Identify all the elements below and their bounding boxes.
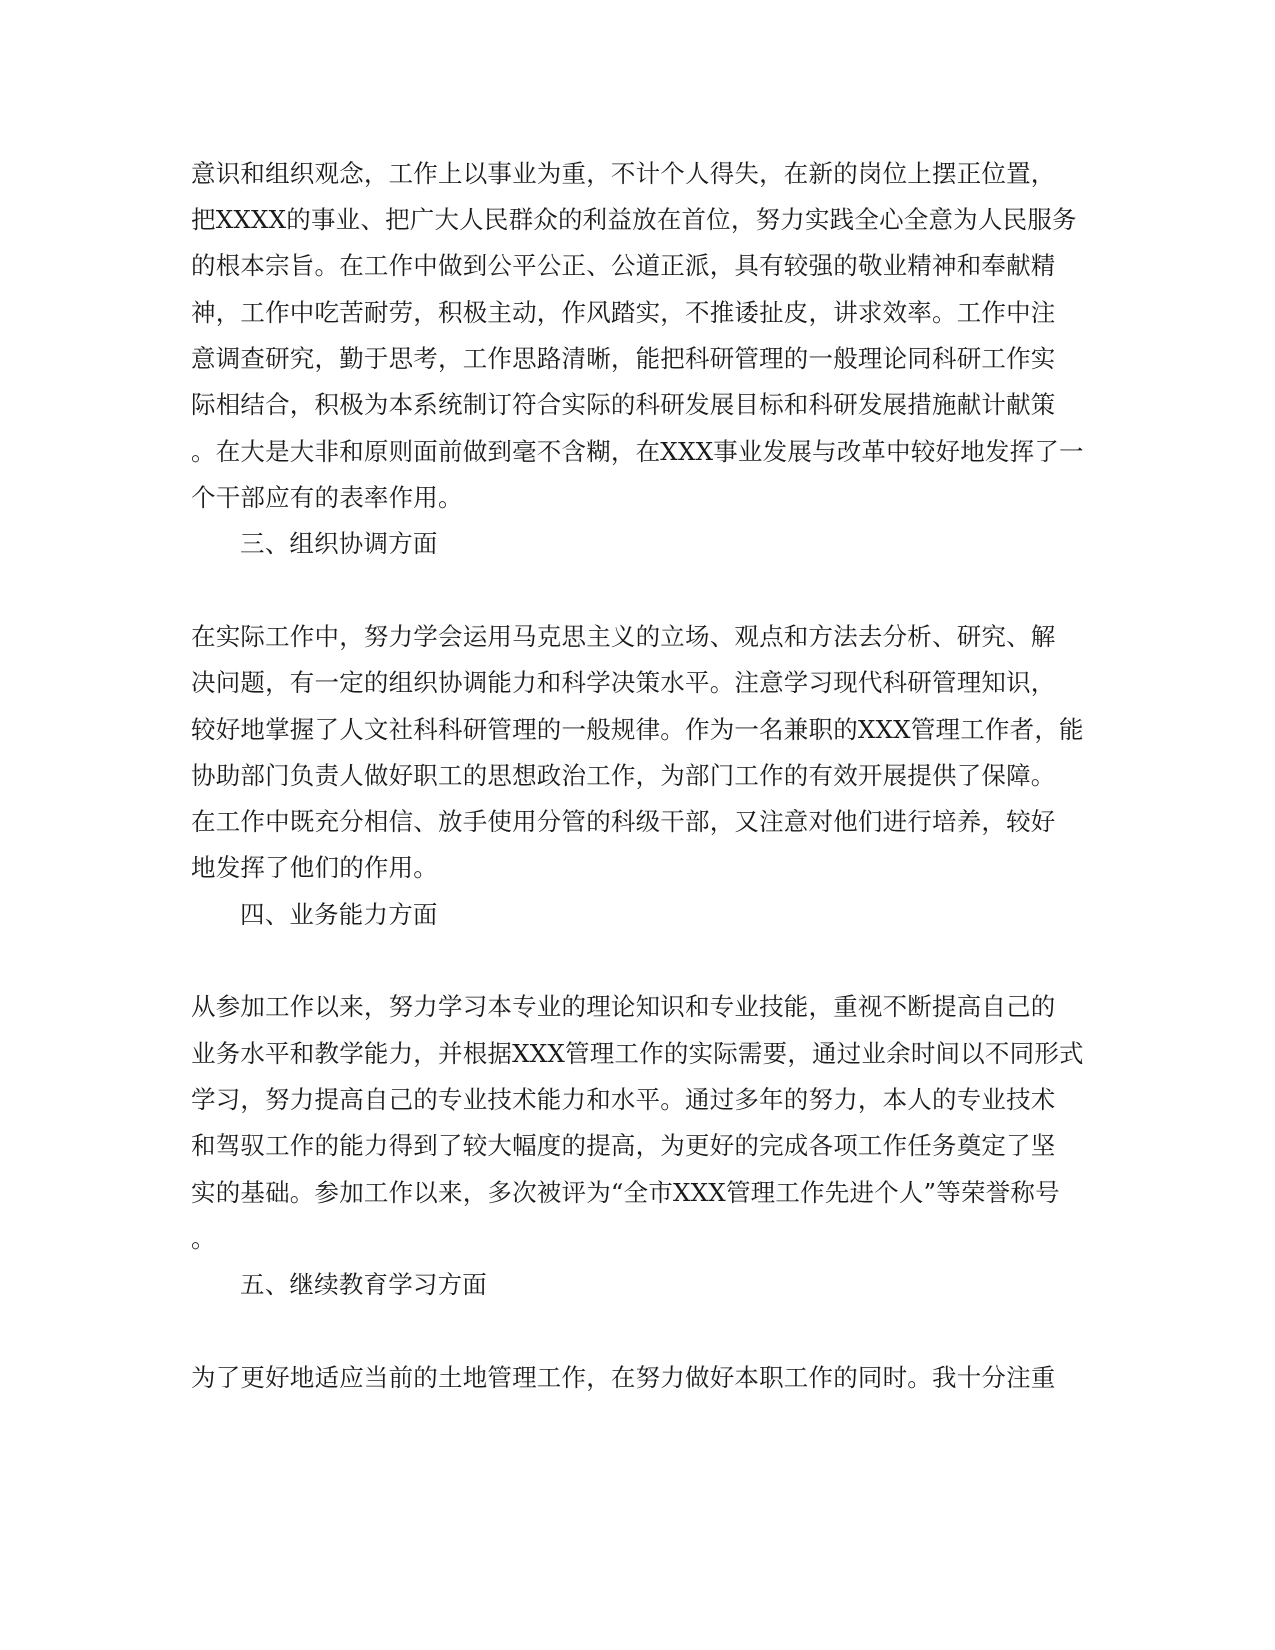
text-line: 业务水平和教学能力，并根据XXX管理工作的实际需要，通过业余时间以不同形式 xyxy=(191,1039,1084,1068)
text-line: 较好地掌握了人文社科科研管理的一般规律。作为一名兼职的XXX管理工作者，能 xyxy=(191,715,1084,744)
text-line: 意调查研究，勤于思考，工作思路清晰，能把科研管理的一般理论同科研工作实 xyxy=(191,344,1056,373)
text-line: 。在大是大非和原则面前做到毫不含糊，在XXX事业发展与改革中较好地发挥了一 xyxy=(191,437,1084,466)
text-line: 学习，努力提高自己的专业技术能力和水平。通过多年的努力，本人的专业技术 xyxy=(191,1085,1056,1114)
section-heading-3: 三、组织协调方面 xyxy=(240,529,438,558)
text-line: 从参加工作以来，努力学习本专业的理论知识和专业技能，重视不断提高自己的 xyxy=(191,992,1056,1021)
text-line: 为了更好地适应当前的土地管理工作，在努力做好本职工作的同时。我十分注重 xyxy=(191,1363,1056,1392)
text-line: 的根本宗旨。在工作中做到公平公正、公道正派，具有较强的敬业精神和奉献精 xyxy=(191,251,1056,280)
text-line: 实的基础。参加工作以来，多次被评为“全市XXX管理工作先进个人”等荣誉称号 xyxy=(191,1178,1060,1207)
text-line: 个干部应有的表率作用。 xyxy=(191,483,463,512)
text-line: 神，工作中吃苦耐劳，积极主动，作风踏实，不推诿扯皮，讲求效率。工作中注 xyxy=(191,298,1056,327)
text-line: 在实际工作中，努力学会运用马克思主义的立场、观点和方法去分析、研究、解 xyxy=(191,622,1056,651)
text-line: 在工作中既充分相信、放手使用分管的科级干部，又注意对他们进行培养，较好 xyxy=(191,807,1056,836)
text-line: 地发挥了他们的作用。 xyxy=(191,853,438,882)
text-line: 。 xyxy=(191,1224,216,1253)
section-heading-4: 四、业务能力方面 xyxy=(240,900,438,929)
text-line: 和驾驭工作的能力得到了较大幅度的提高，为更好的完成各项工作任务奠定了坚 xyxy=(191,1131,1056,1160)
text-line: 决问题，有一定的组织协调能力和科学决策水平。注意学习现代科研管理知识， xyxy=(191,668,1056,697)
text-line: 把XXXX的事业、把广大人民群众的利益放在首位，努力实践全心全意为人民服务 xyxy=(191,205,1077,234)
text-line: 协助部门负责人做好职工的思想政治工作，为部门工作的有效开展提供了保障。 xyxy=(191,761,1056,790)
text-line: 意识和组织观念，工作上以事业为重，不计个人得失，在新的岗位上摆正位置， xyxy=(191,159,1056,188)
section-heading-5: 五、继续教育学习方面 xyxy=(240,1270,487,1299)
text-line: 际相结合，积极为本系统制订符合实际的科研发展目标和科研发展措施献计献策 xyxy=(191,390,1056,419)
